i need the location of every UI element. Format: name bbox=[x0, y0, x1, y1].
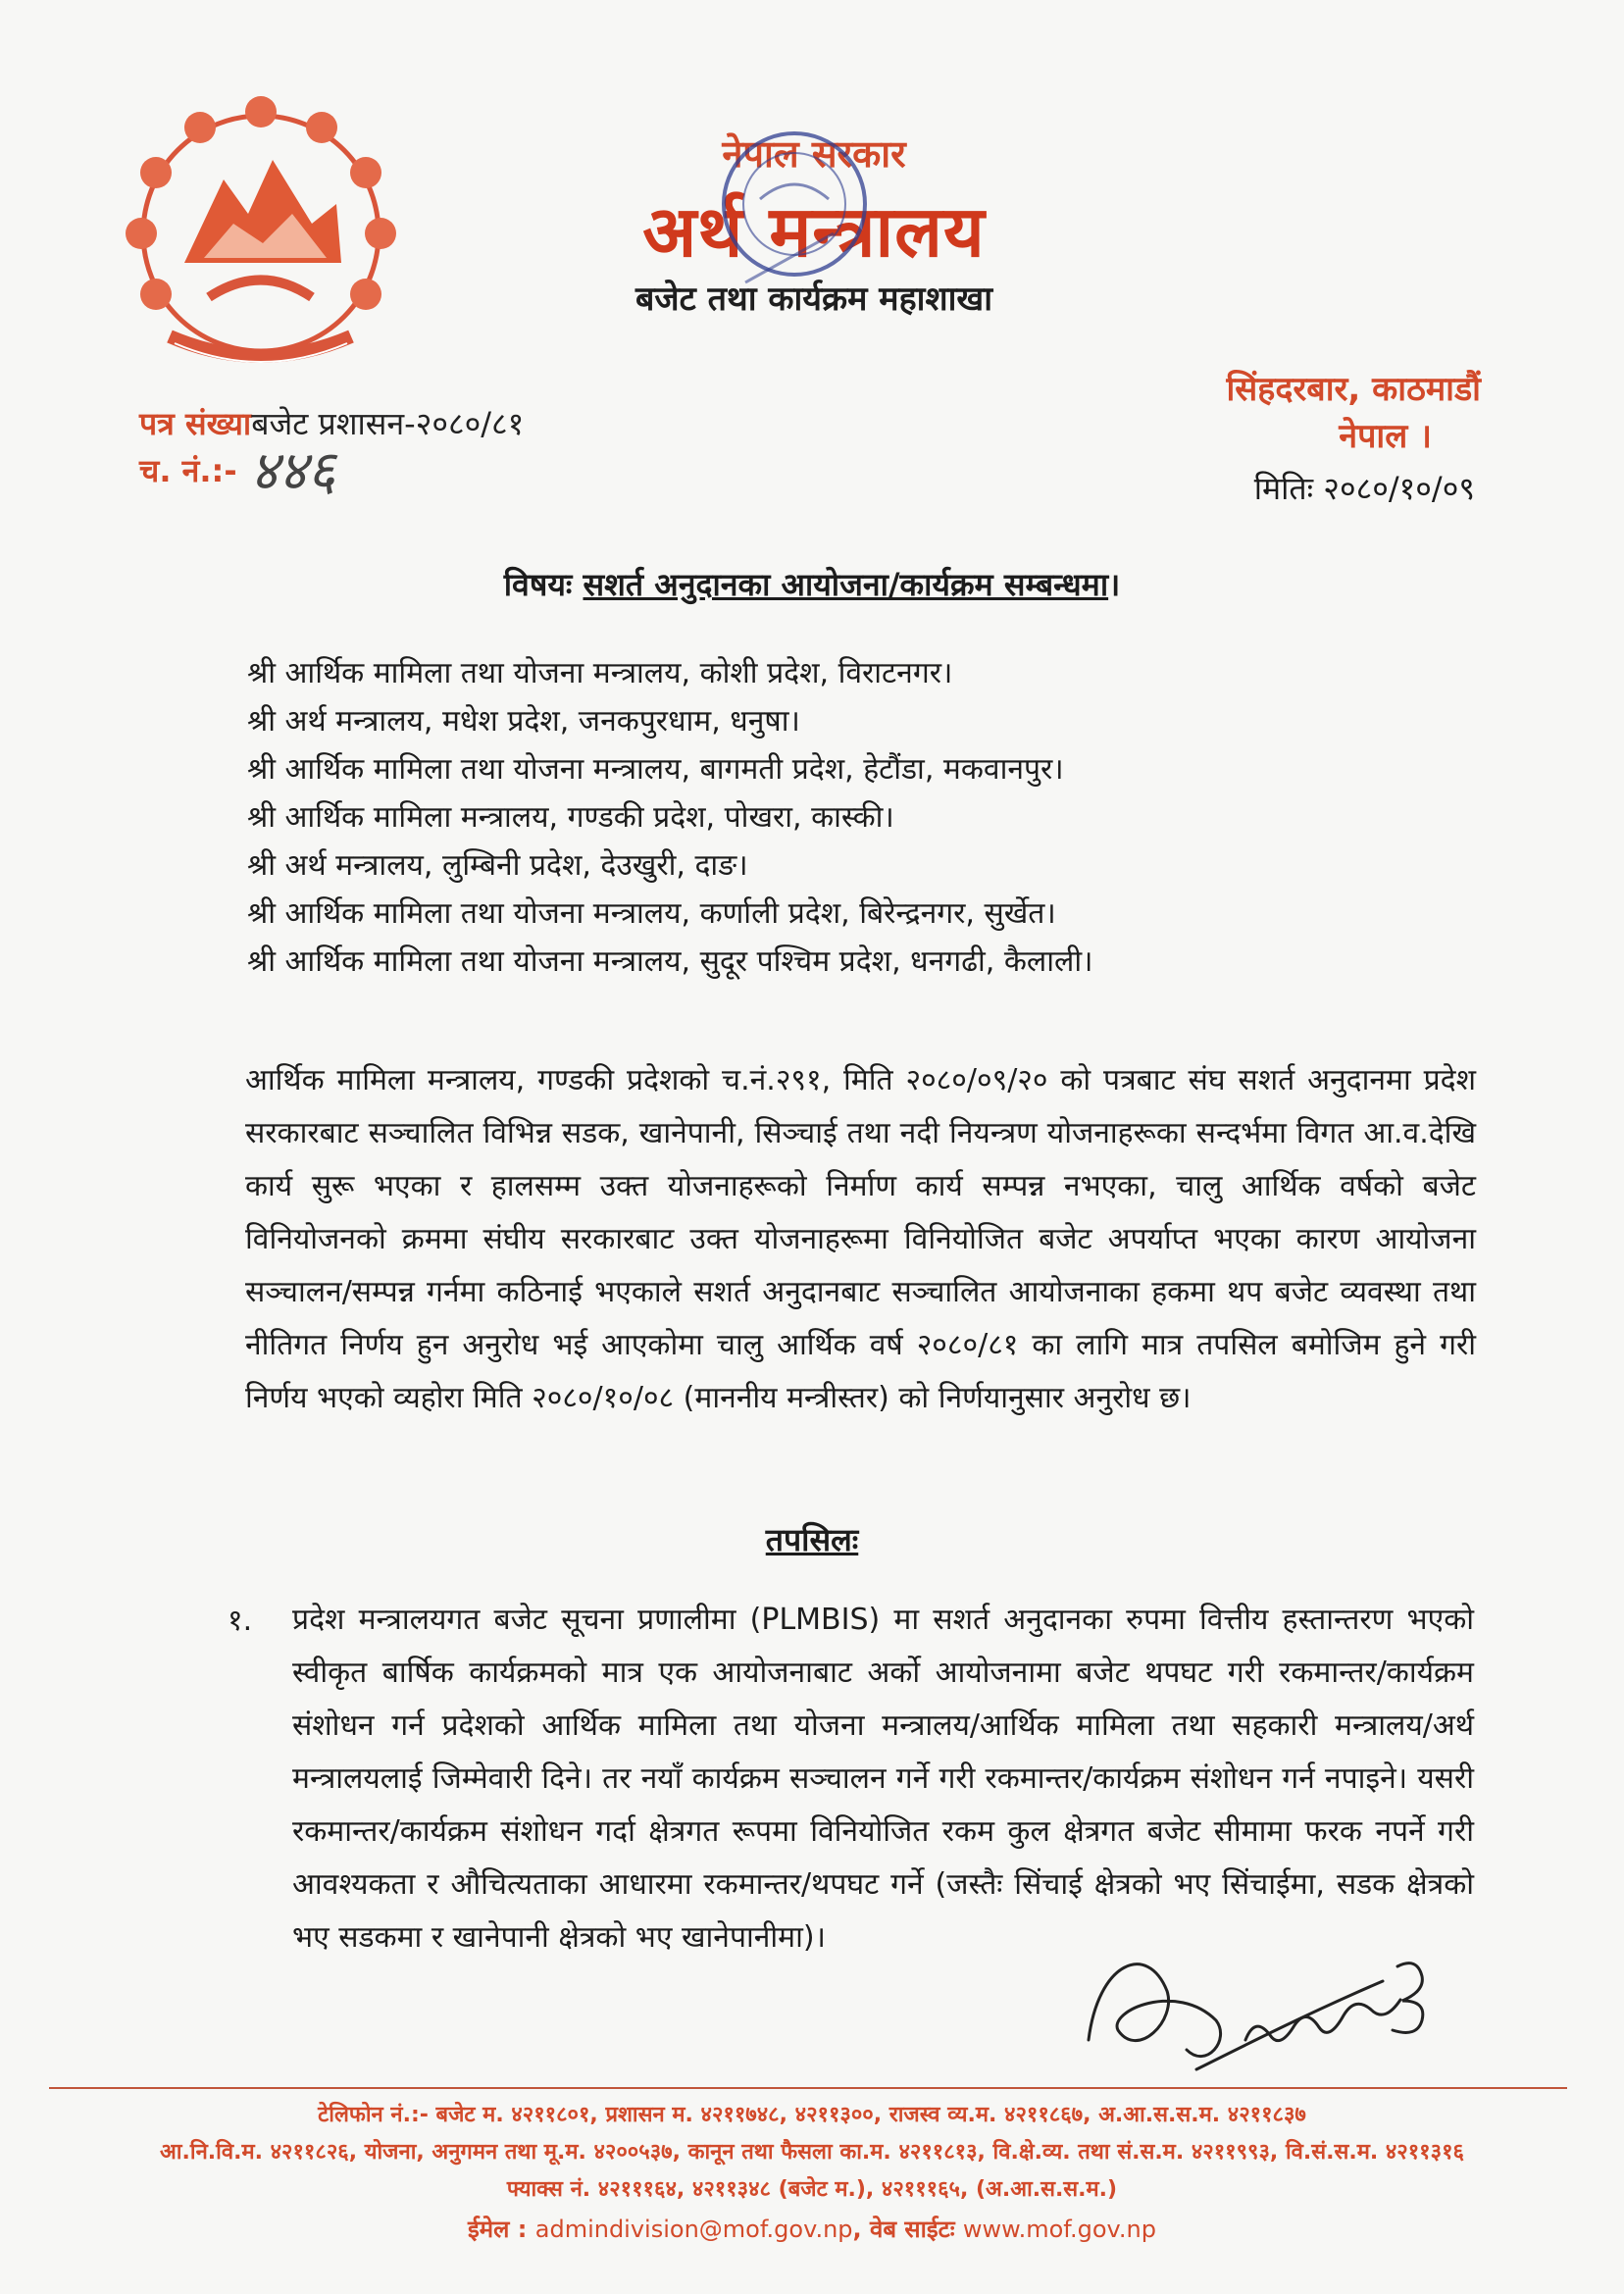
recipient-list bbox=[247, 649, 1093, 986]
tapsil-heading: तपसिलः bbox=[765, 1521, 859, 1558]
website-label: , वेब साईटः bbox=[852, 2216, 955, 2243]
dispatch-number-label: च. नं.:- bbox=[139, 452, 237, 489]
handwritten-signature bbox=[1059, 1922, 1471, 2089]
subject-text: सशर्त अनुदानका आयोजना/कार्यक्रम सम्बन्धमा bbox=[583, 566, 1109, 603]
letter-number-value: बजेट प्रशासन-२०८०/८१ bbox=[251, 405, 525, 442]
footer-divider bbox=[49, 2087, 1567, 2089]
address-line-2: नेपाल । bbox=[1339, 417, 1432, 456]
recipient-item: श्री आर्थिक मामिला मन्त्रालय, गण्डकी प्रदेश, पोखरा, कास्की। bbox=[247, 800, 894, 835]
body-paragraph: आर्थिक मामिला मन्त्रालय, गण्डकी प्रदेशको च.नं.२९१, मिति २०८०/०९/२० को पत्रबाट संघ सशर्त अनुदानमा प्रदेश सरकारबाट सञ्चालित विभिन्न सडक, खानेपानी, सिञ्चाई तथा नदी नियन्त्रण योजनाहरूका सन्दर्भमा विगत आ.व.देखि कार्य सुरू भएका र हालसम्म उक्त योजनाहरूको निर्माण कार्य सम्पन्न नभएका, चालु आर्थिक वर्षको बजेट विनियोजनको क्रममा संघीय सरकारबाट उक्त योजनाहरूमा विनियोजित बजेट अपर्याप्त भएका कारण आयोजना सञ्चालन/सम्पन्न गर्नमा कठिनाई भएकाले सशर्त अनुदानबाट सञ्चालित आयोजनाका हकमा थप बजेट व्यवस्था तथा नीतिगत निर्णय हुन अनुरोध भई आएकोमा चालु आर्थिक वर्ष २०८०/८१ का लागि मात्र तपसिल बमोजिम हुने गरी निर्णय भएको व्यहोरा मिति २०८०/१०/०८ (माननीय मन्त्रीस्तर) को निर्णयानुसार अनुरोध छ। bbox=[245, 1063, 1476, 1415]
government-name: नेपाल सरकार bbox=[722, 132, 906, 176]
recipient-item: श्री आर्थिक मामिला तथा योजना मन्त्रालय, सुदूर पश्चिम प्रदेश, धनगढी, कैलाली। bbox=[247, 944, 1093, 979]
recipient-item: श्री आर्थिक मामिला तथा योजना मन्त्रालय, कर्णाली प्रदेश, बिरेन्द्रनगर, सुर्खेत। bbox=[247, 896, 1056, 931]
office-stamp-seal bbox=[706, 116, 883, 312]
recipient-item: श्री अर्थ मन्त्रालय, मधेश प्रदेश, जनकपुरधाम, धनुषा। bbox=[247, 704, 800, 739]
nepal-emblem-logo bbox=[116, 86, 406, 381]
footer-phone-line-2: आ.नि.वि.म. ४२११८२६, योजना, अनुगमन तथा मू.म. ४२००५३७, कानून तथा फैसला का.म. ४२११८१३, वि.क्षे.व्य. तथा सं.स.म. ४२११९९३, वि.सं.स.म. ४२११३१६ bbox=[160, 2140, 1464, 2165]
subject-end: । bbox=[1108, 566, 1121, 603]
email-label: ईमेल : bbox=[468, 2216, 528, 2243]
dispatch-number-handwritten: ४४६ bbox=[250, 439, 336, 503]
letter-date: मितिः २०८०/१०/०९ bbox=[1253, 470, 1475, 507]
subject-line bbox=[0, 563, 1624, 605]
tapsil-item-number: १. bbox=[228, 1604, 253, 1638]
recipient-item: श्री अर्थ मन्त्रालय, लुम्बिनी प्रदेश, देउखुरी, दाङ। bbox=[247, 848, 748, 883]
footer-contact-line bbox=[0, 2213, 1624, 2245]
address-line-1: सिंहदरबार, काठमाडौं bbox=[1226, 370, 1481, 409]
recipient-item: श्री आर्थिक मामिला तथा योजना मन्त्रालय, बागमती प्रदेश, हेटौंडा, मकवानपुर। bbox=[247, 752, 1064, 787]
tapsil-item-text: प्रदेश मन्त्रालयगत बजेट सूचना प्रणालीमा (PLMBIS) मा सशर्त अनुदानका रुपमा वित्तीय हस्तान्तरण भएको स्वीकृत बार्षिक कार्यक्रमको मात्र एक आयोजनाबाट अर्को आयोजनामा बजेट थपघट गरी रकमान्तर/कार्यक्रम संशोधन गर्न प्रदेशको आर्थिक मामिला तथा योजना मन्त्रालय/आर्थिक मामिला तथा सहकारी मन्त्रालय/अर्थ मन्त्रालयलाई जिम्मेवारी दिने। तर नयाँ कार्यक्रम सञ्चालन गर्ने गरी रकमान्तर/कार्यक्रम संशोधन गर्न नपाइने। यसरी रकमान्तर/कार्यक्रम संशोधन गर्दा क्षेत्रगत रूपमा विनियोजित रकम कुल क्षेत्रगत बजेट सीमामा फरक नपर्ने गरी आवश्यकता र औचित्यताका आधारमा रकमान्तर/थपघट गर्ने (जस्तैः सिंचाई क्षेत्रको भए सिंचाईमा, सडक क्षेत्रको भए सडकमा र खानेपानी क्षेत्रको भए खानेपानीमा)। bbox=[292, 1603, 1474, 1955]
recipient-item: श्री आर्थिक मामिला तथा योजना मन्त्रालय, कोशी प्रदेश, विराटनगर। bbox=[247, 656, 953, 690]
footer-fax-line: फ्याक्स नं. ४२१११६४, ४२११३४८ (बजेट म.), ४२१११६५, (अ.आ.स.स.म.) bbox=[506, 2177, 1118, 2202]
email-link[interactable]: admindivision@mof.gov.np bbox=[534, 2216, 853, 2243]
ministry-name: अर्थ मन्त्रालय bbox=[642, 190, 986, 273]
footer-phone-line-1: टेलिफोन नं.:- बजेट म. ४२११८०१, प्रशासन म. ४२११७४८, ४२११३००, राजस्व व्य.म. ४२११८६७, अ.आ.स.स.म. ४२११८३७ bbox=[318, 2103, 1306, 2127]
division-name: बजेट तथा कार्यक्रम महाशाखा bbox=[634, 280, 993, 319]
letter-number-label: पत्र संख्या bbox=[139, 405, 252, 442]
subject-label: विषयः bbox=[503, 566, 573, 603]
website-link[interactable]: www.mof.gov.np bbox=[962, 2216, 1156, 2243]
